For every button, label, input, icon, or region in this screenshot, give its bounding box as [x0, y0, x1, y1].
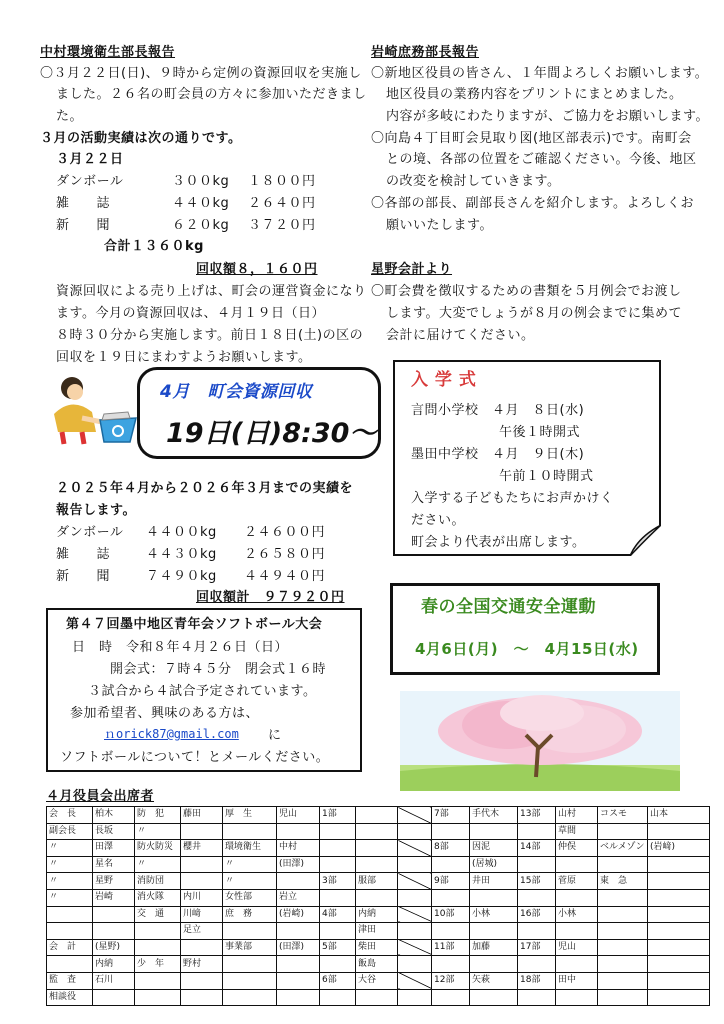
ceremony-line: 午後１時開式: [499, 425, 581, 440]
officer-table-cell: [277, 823, 320, 840]
officer-table-cell: 野村: [181, 956, 223, 973]
officer-table-cell: 〃: [47, 840, 93, 857]
officer-table-cell: [432, 889, 470, 906]
officer-table-cell: 児山: [277, 807, 320, 824]
officer-table-cell: 副会長: [47, 823, 93, 840]
officer-table-cell: [356, 823, 398, 840]
officer-table-cell: 草間: [556, 823, 598, 840]
march-yen: ２６４０円: [248, 196, 316, 211]
officer-table-cell: 事業部: [223, 939, 277, 956]
officer-table-cell: [277, 956, 320, 973]
officer-table-cell: 星野: [93, 873, 135, 890]
officer-table-row: [47, 989, 710, 1006]
officer-table-cell: [223, 923, 277, 940]
officer-table-cell: [598, 989, 648, 1006]
officer-table-cell: [470, 889, 518, 906]
officer-table-cell: 4部: [320, 906, 356, 923]
officer-table-cell: (居城): [470, 856, 518, 873]
officer-table-cell: [320, 856, 356, 873]
annual-item: 雑 誌: [56, 547, 111, 562]
officer-table-cell: 足立: [181, 923, 223, 940]
officer-table-cell: [93, 923, 135, 940]
officer-table-cell: 〃: [47, 889, 93, 906]
iwasaki-line: の改変を検討していきます。: [386, 174, 561, 189]
officer-table-cell: (岩﨑): [648, 840, 710, 857]
officer-table-cell: 小林: [470, 906, 518, 923]
officer-table-cell: [648, 923, 710, 940]
officer-table-cell: [277, 923, 320, 940]
officer-table-cell: [470, 956, 518, 973]
nakamura-line: ました。２６名の町会員の方々に参加いただきまし: [56, 87, 367, 102]
officer-table-cell: (田澤): [277, 939, 320, 956]
officer-table-cell: [518, 856, 556, 873]
officer-table-cell: [356, 989, 398, 1006]
officer-table-row: [47, 840, 710, 857]
officer-table-cell: 長坂: [93, 823, 135, 840]
officer-table-cell: [223, 823, 277, 840]
officer-table-cell: 防火防災: [135, 840, 181, 857]
annual-item: ダンボール: [56, 525, 124, 540]
officer-table-cell: 6部: [320, 972, 356, 989]
officer-table-cell: 12部: [432, 972, 470, 989]
officer-table-cell: [470, 923, 518, 940]
ceremony-line: 墨田中学校 ４月 ９日(木): [411, 447, 585, 462]
officer-table-cell: 服部: [356, 873, 398, 890]
march-yen: １８００円: [248, 174, 316, 189]
officer-table-row: [47, 823, 710, 840]
officer-table-cell: 会 計: [47, 939, 93, 956]
officer-table-cell: 〃: [135, 856, 181, 873]
officer-table-cell: [135, 939, 181, 956]
officer-table-cell: [648, 873, 710, 890]
officer-table-cell: [398, 889, 432, 906]
officer-table-cell: 〃: [223, 873, 277, 890]
officer-table-cell: [556, 989, 598, 1006]
officer-table-cell: 小林: [556, 906, 598, 923]
officer-table-row: [47, 972, 710, 989]
annual-heading: 報告します。: [56, 503, 136, 518]
officer-table-cell: 仲俣: [556, 840, 598, 857]
ceremony-line: 入学する子どもたちにお声かけく: [411, 491, 614, 506]
officer-table-cell: 藤田: [181, 807, 223, 824]
officer-table-cell: [598, 939, 648, 956]
officer-table-cell: (岩崎): [277, 906, 320, 923]
contact-email-link[interactable]: ｎorick87@gmail.com: [104, 727, 239, 741]
annual-yen: ４４９４０円: [244, 569, 326, 584]
officer-table-cell: [398, 989, 432, 1006]
officer-table-cell: [398, 807, 432, 824]
ceremony-line: 言問小学校 ４月 ８日(水): [411, 403, 585, 418]
officer-table-cell: 15部: [518, 873, 556, 890]
officer-table-cell: [320, 956, 356, 973]
officer-table-cell: 山村: [556, 807, 598, 824]
officer-table-cell: 9部: [432, 873, 470, 890]
officer-table-cell: [181, 823, 223, 840]
officer-table-cell: 内川: [181, 889, 223, 906]
officer-table-cell: 少 年: [135, 956, 181, 973]
officer-table-cell: 柏木: [93, 807, 135, 824]
officer-table-cell: [556, 956, 598, 973]
march-item: 雑 誌: [56, 196, 111, 211]
officer-table-cell: [598, 906, 648, 923]
cherry-blossom-illustration: [400, 691, 680, 791]
officer-table-cell: 8部: [432, 840, 470, 857]
march-date: ３月２２日: [56, 152, 124, 167]
iwasaki-line: 〇新地区役員の皆さん、１年間よろしくお願いします。: [371, 66, 709, 81]
officer-table-cell: 相談役: [47, 989, 93, 1006]
officer-table-cell: 因泥: [470, 840, 518, 857]
annual-yen: ２４６００円: [244, 525, 326, 540]
officer-table-cell: (星野): [93, 939, 135, 956]
officer-table-cell: [470, 823, 518, 840]
officer-table-cell: [135, 972, 181, 989]
officer-table-cell: 消火隊: [135, 889, 181, 906]
officer-table-cell: [223, 989, 277, 1006]
officer-table-cell: 女性部: [223, 889, 277, 906]
nakamura-line: た。: [56, 109, 84, 124]
officer-table-cell: 14部: [518, 840, 556, 857]
nakamura-line: 〇３月２２日(日)、９時から定例の資源回収を実施し: [40, 66, 362, 81]
officer-table-cell: [320, 823, 356, 840]
nakamura-report-header: 中村環境衛生部長報告: [40, 45, 176, 60]
officer-table-cell: 田中: [556, 972, 598, 989]
officer-table-cell: [556, 923, 598, 940]
softball-invite: 参加希望者、興味のある方は、: [70, 706, 260, 721]
officer-table-cell: 飯島: [356, 956, 398, 973]
officer-table-cell: 柴田: [356, 939, 398, 956]
officer-table-row: [47, 939, 710, 956]
resource-line: ８時３０分から実施します。前日１８日(土)の区の: [56, 328, 364, 343]
traffic-safety-box: [390, 583, 660, 675]
officer-table-cell: [518, 956, 556, 973]
officer-table-cell: [598, 856, 648, 873]
officer-table-cell: [181, 989, 223, 1006]
officer-table-cell: [648, 906, 710, 923]
officer-table-cell: [47, 956, 93, 973]
officer-table-cell: [598, 823, 648, 840]
officer-table-cell: [356, 807, 398, 824]
officer-table-cell: [398, 906, 432, 923]
officer-table-cell: 東 急: [598, 873, 648, 890]
annual-yen: ２６５８０円: [244, 547, 326, 562]
officer-table-cell: [356, 889, 398, 906]
entrance-ceremony-box: [393, 360, 661, 556]
officer-table-cell: 5部: [320, 939, 356, 956]
officer-table-cell: [648, 939, 710, 956]
officer-table-cell: 16部: [518, 906, 556, 923]
officer-table-cell: [648, 956, 710, 973]
iwasaki-line: との境、各部の位置をご確認ください。今後、地区: [386, 152, 697, 167]
officer-table-cell: [223, 956, 277, 973]
officer-table-cell: 加藤: [470, 939, 518, 956]
girl-recycling-illustration: [42, 374, 138, 446]
page-curl-decoration: [630, 525, 661, 556]
officer-table-cell: 消防団: [135, 873, 181, 890]
officer-table-cell: [320, 989, 356, 1006]
iwasaki-report-header: 岩崎庶務部長報告: [371, 45, 480, 60]
officer-table-row: [47, 807, 710, 824]
hoshino-line: 〇町会費を徴収するための書類を５月例会でお渡し: [371, 284, 682, 299]
officer-table-cell: 田澤: [93, 840, 135, 857]
officer-table-cell: 内納: [356, 906, 398, 923]
officer-table-cell: [320, 889, 356, 906]
hoshino-line: します。大変でしょうが８月の例会までに集めて: [386, 306, 682, 321]
officer-table-cell: 中村: [277, 840, 320, 857]
ceremony-line: 町会より代表が出席します。: [411, 535, 586, 550]
officer-table-cell: [277, 873, 320, 890]
annual-kg: ４４３０kg: [146, 547, 217, 562]
officer-table-cell: [356, 840, 398, 857]
annual-kg: ４４００kg: [146, 525, 217, 540]
ceremony-line: ださい。: [411, 513, 466, 528]
officer-table-cell: [598, 889, 648, 906]
officers-heading: ４月役員会出席者: [46, 789, 155, 804]
officer-table-cell: 岩崎: [93, 889, 135, 906]
officer-table-cell: [398, 856, 432, 873]
officers-attendance-table: [46, 806, 710, 1006]
officer-table-cell: [181, 972, 223, 989]
officer-table-cell: 厚 生: [223, 807, 277, 824]
officer-table-cell: 内納: [93, 956, 135, 973]
officer-table-cell: [432, 823, 470, 840]
officer-table-cell: [181, 939, 223, 956]
officer-table-cell: [648, 989, 710, 1006]
officer-table-cell: [181, 873, 223, 890]
officer-table-row: [47, 923, 710, 940]
iwasaki-line: 〇向島４丁目町会見取り図(地区部表示)です。南町会: [371, 131, 692, 146]
officer-table-cell: [277, 989, 320, 1006]
officer-table-cell: 山本: [648, 807, 710, 824]
officer-table-cell: 大谷: [356, 972, 398, 989]
march-heading: ３月の活動実績は次の通りです。: [40, 131, 242, 146]
officer-table-cell: [181, 856, 223, 873]
officer-table-cell: 交 通: [135, 906, 181, 923]
officer-table-cell: コスモ: [598, 807, 648, 824]
traffic-safety-dates: 4月6日(月) ～ 4月15日(水): [415, 640, 639, 658]
officer-table-cell: 〃: [135, 823, 181, 840]
officer-table-cell: [47, 906, 93, 923]
traffic-safety-title: 春の全国交通安全運動: [421, 597, 596, 617]
officer-table-row: [47, 889, 710, 906]
softball-mail-instructions: ソフトボールについて！とメールください。: [60, 750, 330, 765]
officer-table-row: [47, 856, 710, 873]
officer-table-cell: [320, 923, 356, 940]
officer-table-cell: 防 犯: [135, 807, 181, 824]
officer-table-cell: 1部: [320, 807, 356, 824]
officer-table-cell: (田澤): [277, 856, 320, 873]
iwasaki-line: 内容が多岐にわたりますが、ご協力をお願いします。: [386, 109, 709, 124]
officer-table-cell: 櫻井: [181, 840, 223, 857]
officer-table-cell: [648, 972, 710, 989]
officer-table-cell: [518, 823, 556, 840]
officer-table-cell: 矢萩: [470, 972, 518, 989]
officer-table-cell: 7部: [432, 807, 470, 824]
officer-table-cell: 〃: [223, 856, 277, 873]
march-yen: ３７２０円: [248, 218, 316, 233]
email-suffix: に: [268, 728, 282, 743]
officer-table-cell: 17部: [518, 939, 556, 956]
officer-table-cell: 3部: [320, 873, 356, 890]
annual-kg: ７４９０kg: [146, 569, 217, 584]
officer-table-cell: 会 長: [47, 807, 93, 824]
resource-line: 回収を１９日にまわすようお願いします。: [56, 350, 312, 365]
officer-table-cell: [398, 956, 432, 973]
officer-table-cell: 川﨑: [181, 906, 223, 923]
officer-table-cell: [93, 989, 135, 1006]
resource-line: 資源回収による売り上げは、町会の運営資金になり: [56, 284, 367, 299]
officer-table-cell: [598, 956, 648, 973]
officer-table-cell: 石川: [93, 972, 135, 989]
officer-table-cell: 監 査: [47, 972, 93, 989]
officer-table-cell: 10部: [432, 906, 470, 923]
iwasaki-line: 願いいたします。: [386, 218, 493, 233]
officer-table-cell: [320, 840, 356, 857]
officer-table-cell: [598, 923, 648, 940]
resource-collection-banner: [137, 367, 381, 459]
officer-table-cell: 手代木: [470, 807, 518, 824]
ceremony-title: 入 学 式: [411, 370, 477, 390]
officer-table-cell: 井田: [470, 873, 518, 890]
officer-table-cell: [223, 972, 277, 989]
officer-table-cell: 児山: [556, 939, 598, 956]
march-kg: ４４０kg: [172, 196, 230, 211]
officer-table-row: [47, 873, 710, 890]
hoshino-line: 会計に届けてください。: [386, 328, 535, 343]
officer-table-cell: 環境衛生: [223, 840, 277, 857]
resource-line: ます。今月の資源回収は、４月１９日（日）: [56, 306, 325, 321]
officer-table-cell: 菅原: [556, 873, 598, 890]
iwasaki-line: 地区役員の業務内容をプリントにまとめました。: [386, 87, 683, 102]
march-total: 合計１３６０kg: [104, 239, 204, 254]
softball-tournament-box: [46, 608, 362, 772]
officer-table-cell: ベルメゾン: [598, 840, 648, 857]
officer-table-cell: 庶 務: [223, 906, 277, 923]
softball-title: 第４７回墨中地区青年会ソフトボール大会: [66, 617, 323, 632]
officer-table-cell: 星名: [93, 856, 135, 873]
officer-table-cell: 13部: [518, 807, 556, 824]
officer-table-cell: [432, 923, 470, 940]
officer-table-cell: [648, 889, 710, 906]
softball-games: ３試合から４試合予定されています。: [88, 684, 317, 699]
officer-table-cell: [432, 989, 470, 1006]
iwasaki-line: 〇各部の部長、副部長さんを紹介します。よろしくお: [371, 196, 694, 211]
officer-table-cell: 〃: [47, 856, 93, 873]
hoshino-report-header: 星野会計より: [371, 262, 453, 277]
officer-table-cell: [398, 823, 432, 840]
officer-table-cell: [556, 889, 598, 906]
officer-table-cell: [518, 989, 556, 1006]
officer-table-cell: [432, 956, 470, 973]
banner-datetime: 19日(日)8:30～: [166, 418, 377, 449]
officer-table-row: [47, 956, 710, 973]
officer-table-cell: [135, 923, 181, 940]
march-item: 新 聞: [56, 218, 111, 233]
officer-table-cell: [398, 972, 432, 989]
march-kg: ６２０kg: [172, 218, 230, 233]
officer-table-cell: [93, 906, 135, 923]
march-amount: 回収額８，１６０円: [196, 262, 318, 277]
officer-table-cell: [518, 923, 556, 940]
officer-table-cell: [277, 972, 320, 989]
officer-table-cell: [135, 989, 181, 1006]
officer-table-cell: 岩立: [277, 889, 320, 906]
banner-title: 4月 町会資源回収: [160, 382, 313, 402]
officer-table-cell: [648, 856, 710, 873]
softball-ceremony: 開会式：７時４５分 閉会式１６時: [110, 662, 327, 677]
annual-heading: ２０２５年４月から２０２６年３月までの実績を: [56, 481, 354, 496]
officer-table-cell: [648, 823, 710, 840]
march-kg: ３００kg: [172, 174, 230, 189]
officer-table-cell: [356, 856, 398, 873]
officer-table-cell: 18部: [518, 972, 556, 989]
officer-table-cell: 〃: [47, 873, 93, 890]
officer-table-cell: [470, 989, 518, 1006]
officer-table-cell: [47, 923, 93, 940]
march-item: ダンボール: [56, 174, 124, 189]
officer-table-cell: [598, 972, 648, 989]
officer-table-cell: [518, 889, 556, 906]
officer-table-cell: [556, 856, 598, 873]
annual-total: 回収額計 ９７９２０円: [196, 590, 345, 605]
officer-table-cell: [398, 873, 432, 890]
officer-table-row: [47, 906, 710, 923]
officer-table-cell: 11部: [432, 939, 470, 956]
officer-table-cell: [398, 923, 432, 940]
softball-date: 日 時 令和８年４月２６日（日）: [72, 640, 289, 655]
officer-table-cell: [398, 939, 432, 956]
ceremony-line: 午前１０時開式: [499, 469, 594, 484]
officer-table-cell: [432, 856, 470, 873]
officer-table-cell: 津田: [356, 923, 398, 940]
annual-item: 新 聞: [56, 569, 111, 584]
officer-table-cell: [398, 840, 432, 857]
